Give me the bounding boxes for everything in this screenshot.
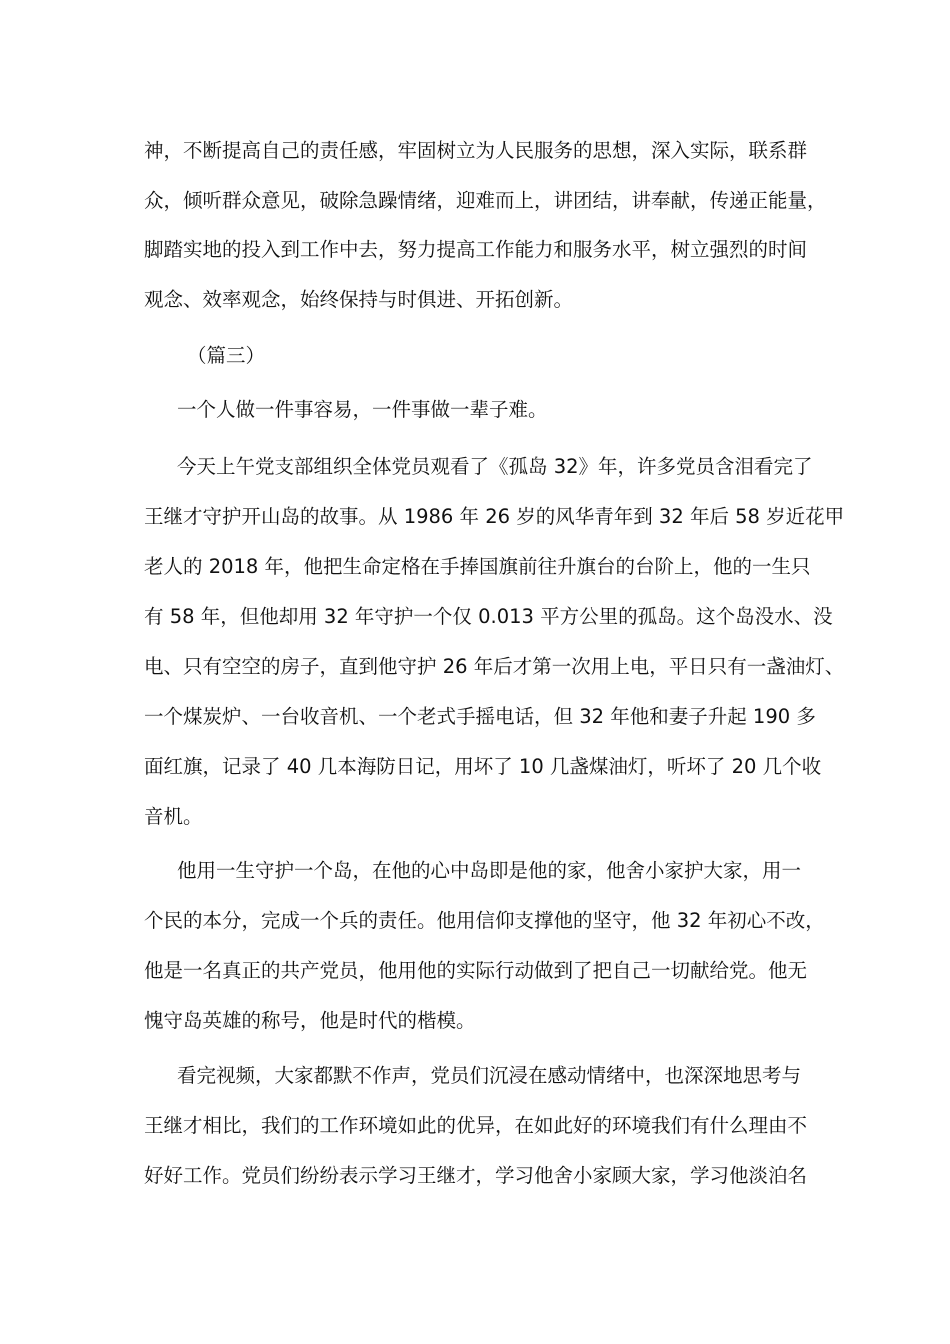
text-line: 今天上午党支部组织全体党员观看了《孤岛 32》年，许多党员含泪看完了 <box>177 455 813 478</box>
text-line: 个民的本分，完成一个兵的责任。他用信仰支撑他的坚守，他 32 年初心不改， <box>144 909 825 932</box>
text-line: 好好工作。党员们纷纷表示学习王继才，学习他舍小家顾大家，学习他淡泊名 <box>144 1164 808 1187</box>
text-line: 他是一名真正的共产党员，他用他的实际行动做到了把自己一切献给党。他无 <box>144 959 808 982</box>
text-line: 面红旗，记录了 40 几本海防日记，用坏了 10 几盏煤油灯，听坏了 20 几个收 <box>144 755 822 778</box>
text-line: 电、只有空空的房子，直到他守护 26 年后才第一次用上电，平日只有一盏油灯、 <box>144 655 845 678</box>
text-line: 王继才守护开山岛的故事。从 1986 年 26 岁的风华青年到 32 年后 58 岁近花甲 <box>144 505 845 528</box>
text-line: 脚踏实地的投入到工作中去，努力提高工作能力和服务水平，树立强烈的时间 <box>144 238 808 261</box>
text-line: 众，倾听群众意见，破除急躁情绪，迎难而上，讲团结，讲奉献，传递正能量， <box>144 189 827 212</box>
text-line: 一个人做一件事容易，一件事做一辈子难。 <box>177 398 548 421</box>
section-heading: （篇三） <box>187 344 266 367</box>
text-line: 愧守岛英雄的称号，他是时代的楷模。 <box>144 1009 476 1032</box>
text-line: 老人的 2018 年，他把生命定格在手捧国旗前往升旗台的台阶上，他的一生只 <box>144 555 811 578</box>
text-line: 一个煤炭炉、一台收音机、一个老式手摇电话，但 32 年他和妻子升起 190 多 <box>144 705 816 728</box>
text-line: 看完视频，大家都默不作声，党员们沉浸在感动情绪中，也深深地思考与 <box>177 1064 802 1087</box>
text-line: 他用一生守护一个岛，在他的心中岛即是他的家，他舍小家护大家，用一 <box>177 859 802 882</box>
text-line: 神，不断提高自己的责任感，牢固树立为人民服务的思想，深入实际，联系群 <box>144 139 808 162</box>
text-line: 音机。 <box>144 805 203 828</box>
text-line: 观念、效率观念，始终保持与时俱进、开拓创新。 <box>144 288 574 311</box>
text-line: 有 58 年，但他却用 32 年守护一个仅 0.013 平方公里的孤岛。这个岛没水、没 <box>144 605 833 628</box>
text-line: 王继才相比，我们的工作环境如此的优异，在如此好的环境我们有什么理由不 <box>144 1114 808 1137</box>
